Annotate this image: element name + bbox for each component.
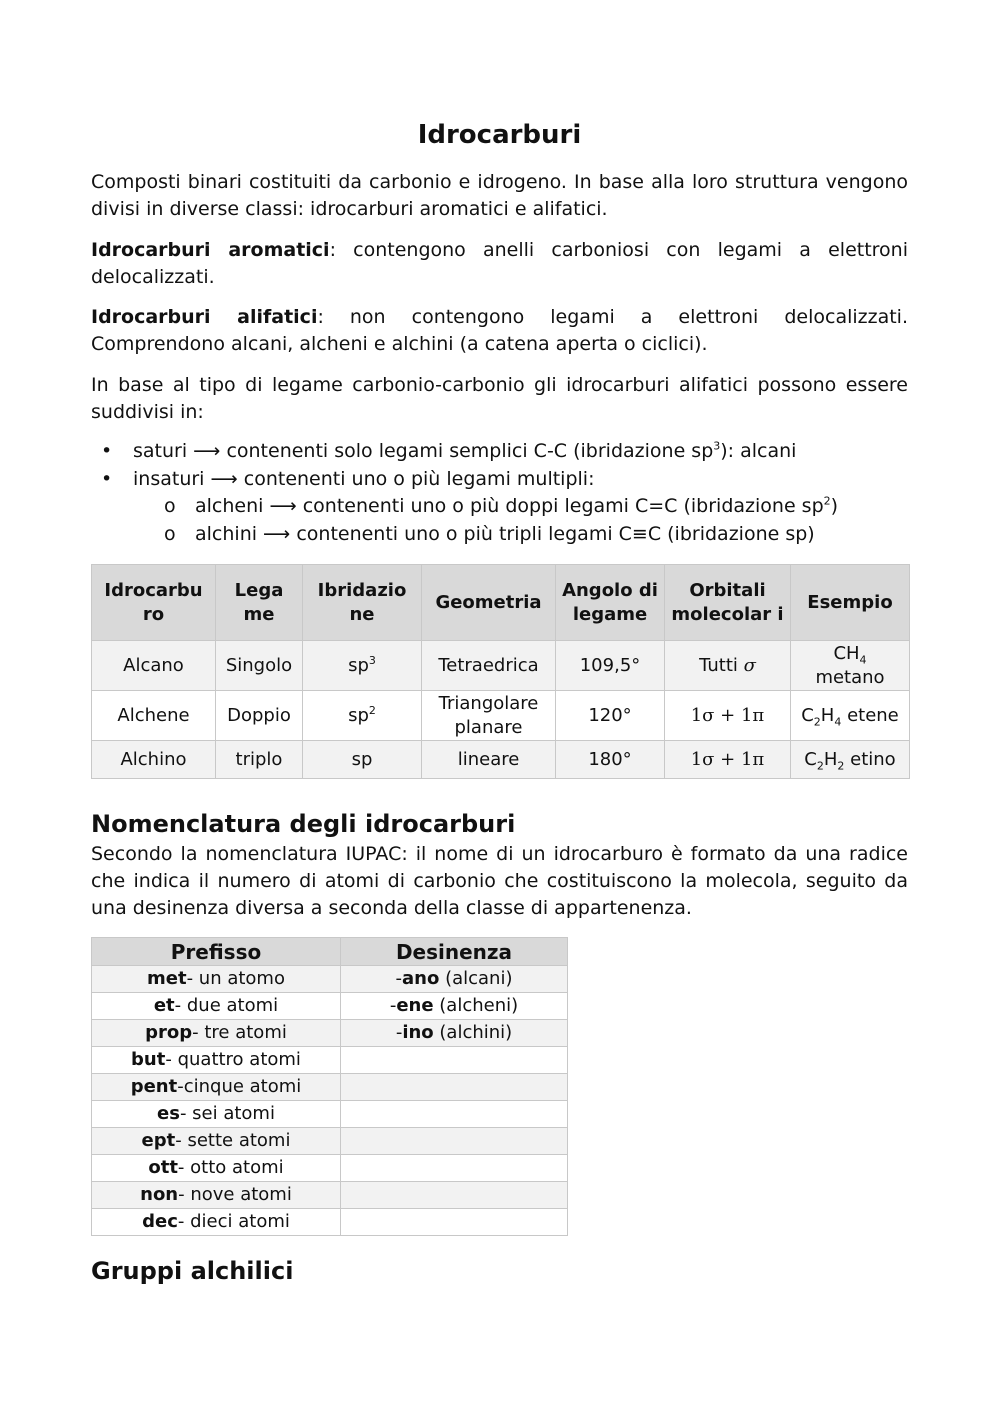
cell-text: - xyxy=(389,995,397,1016)
table-cell xyxy=(303,691,422,741)
table-cell: 1σ + 1π xyxy=(665,741,791,779)
table-cell xyxy=(341,1101,568,1128)
table-row xyxy=(92,1182,568,1209)
cell-text: - nove atomi xyxy=(178,1184,292,1205)
prefix-bold: et xyxy=(153,995,175,1016)
cell-text: - un atomo xyxy=(186,968,285,989)
table-cell: Alchino xyxy=(92,741,216,779)
table-header: Ibridazio ne xyxy=(303,565,422,641)
table-row xyxy=(92,1209,568,1236)
cell-text: - otto atomi xyxy=(177,1157,284,1178)
table-cell xyxy=(341,1209,568,1236)
table-cell xyxy=(92,1155,341,1182)
prefix-bold: prop xyxy=(145,1022,193,1043)
cell-text: metano xyxy=(815,666,885,688)
table-row xyxy=(92,1047,568,1074)
suffix-bold: ino xyxy=(402,1022,434,1043)
sub-bullet-icon: o xyxy=(164,495,176,517)
table-cell xyxy=(791,741,910,779)
cell-text: C xyxy=(801,704,814,726)
table-cell xyxy=(341,993,568,1020)
cell-text: H xyxy=(823,748,838,770)
cell-text: (alcheni) xyxy=(433,995,519,1016)
table-row xyxy=(92,993,568,1020)
table-cell: Triangolare planare xyxy=(422,691,556,741)
table-cell: 180° xyxy=(556,741,665,779)
list-item xyxy=(91,438,838,466)
aliphatic-paragraph xyxy=(91,304,908,358)
table-header: Esempio xyxy=(791,565,910,641)
table-header: Angolo di legame xyxy=(556,565,665,641)
prefix-bold: dec xyxy=(142,1211,178,1232)
list-item-text: saturi ⟶ contenenti solo legami semplici C-C (ibridazione sp xyxy=(133,440,714,462)
cell-text: - tre atomi xyxy=(192,1022,287,1043)
sub-list-item xyxy=(91,493,838,521)
section-heading-nomenclature: Nomenclatura degli idrocarburi xyxy=(91,810,516,838)
table-row xyxy=(92,1020,568,1047)
prefix-bold: non xyxy=(140,1184,179,1205)
superscript: 2 xyxy=(368,703,376,717)
table-header-row xyxy=(92,565,910,641)
cell-text: - sei atomi xyxy=(179,1103,275,1124)
table-cell: Doppio xyxy=(216,691,303,741)
table-row xyxy=(92,741,910,779)
table-cell: triplo xyxy=(216,741,303,779)
table-cell: lineare xyxy=(422,741,556,779)
table-cell xyxy=(791,641,910,691)
table-header: Lega me xyxy=(216,565,303,641)
superscript: 3 xyxy=(368,653,376,667)
bullet-list xyxy=(91,438,838,548)
cell-text: CH xyxy=(833,642,860,664)
cell-text: (alcani) xyxy=(439,968,513,989)
prefix-suffix-table xyxy=(91,937,568,1236)
sub-bullet-icon: o xyxy=(164,522,176,545)
cell-text: C xyxy=(804,748,817,770)
table-cell xyxy=(92,1047,341,1074)
table-header: Desinenza xyxy=(341,938,568,966)
cell-text: - sette atomi xyxy=(175,1130,291,1151)
table-cell xyxy=(92,993,341,1020)
aromatic-definition: : contengono anelli carboniosi con legami a elettroni delocalizzati. xyxy=(91,239,908,288)
prefix-bold: ott xyxy=(148,1157,178,1178)
cell-text: - due atomi xyxy=(174,995,279,1016)
table-header: Idrocarbu ro xyxy=(92,565,216,641)
cell-text: H xyxy=(820,704,835,726)
table-cell xyxy=(303,641,422,691)
list-item-text: alcheni ⟶ contenenti uno o più doppi legami C=C (ibridazione sp xyxy=(195,495,824,517)
table-row xyxy=(92,966,568,993)
cell-text: sp xyxy=(348,704,369,726)
table-row xyxy=(92,1155,568,1182)
aromatic-term: Idrocarburi aromatici xyxy=(91,239,330,261)
cell-text: - xyxy=(395,968,403,989)
list-item-text: insaturi ⟶ contenenti uno o più legami multipli: xyxy=(133,467,595,490)
table-cell xyxy=(341,1182,568,1209)
table-cell xyxy=(92,1128,341,1155)
page-title: Idrocarburi xyxy=(417,120,582,150)
superscript: 3 xyxy=(713,439,721,453)
cell-text: - xyxy=(395,1022,403,1043)
table-cell: Singolo xyxy=(216,641,303,691)
superscript: 2 xyxy=(823,494,831,508)
table-header: Geometria xyxy=(422,565,556,641)
table-cell: 1σ + 1π xyxy=(665,691,791,741)
cell-text: etino xyxy=(844,748,896,770)
table-cell xyxy=(92,1209,341,1236)
section-heading-alkyl-groups: Gruppi alchilici xyxy=(91,1257,294,1285)
prefix-bold: met xyxy=(147,968,187,989)
prefix-bold: es xyxy=(157,1103,180,1124)
suffix-bold: ene xyxy=(396,995,434,1016)
aliphatic-term: Idrocarburi alifatici xyxy=(91,306,318,328)
table-cell xyxy=(92,1101,341,1128)
table-cell: 120° xyxy=(556,691,665,741)
aromatic-paragraph xyxy=(91,237,908,291)
table-cell xyxy=(341,1047,568,1074)
nomenclature-paragraph: Secondo la nomenclatura IUPAC: il nome di un idrocarburo è formato da una radice che indica il numero di atomi di carbonio che costituiscono la molecola, seguito da una desinenza diversa a seconda della classe di appartenenza. xyxy=(91,843,908,919)
classification-paragraph: In base al tipo di legame carbonio-carbonio gli idrocarburi alifatici possono essere suddivisi in: xyxy=(91,374,908,423)
aliphatic-definition: : non contengono legami a elettroni delocalizzati. Comprendono alcani, alcheni e alchini (a catena aperta o ciclici). xyxy=(91,306,908,355)
subscript: 2 xyxy=(816,759,824,773)
table-cell: Alchene xyxy=(92,691,216,741)
cell-text: -cinque atomi xyxy=(177,1076,302,1097)
subscript: 2 xyxy=(813,715,821,729)
list-item-text: ) xyxy=(830,495,839,517)
table-cell: 109,5° xyxy=(556,641,665,691)
list-item-text: alchini ⟶ contenenti uno o più tripli legami C≡C (ibridazione sp) xyxy=(195,522,815,545)
list-item xyxy=(91,466,838,494)
prefix-bold: ept xyxy=(141,1130,176,1151)
list-item-text: ): alcani xyxy=(720,440,797,462)
table-row xyxy=(92,691,910,741)
intro-paragraph: Composti binari costituiti da carbonio e idrogeno. In base alla loro struttura vengono divisi in diverse classi: idrocarburi aromatici e alifatici. xyxy=(91,171,908,220)
table-cell xyxy=(341,1074,568,1101)
table-cell xyxy=(341,966,568,993)
table-cell xyxy=(92,1182,341,1209)
table-cell: Alcano xyxy=(92,641,216,691)
table-cell xyxy=(341,1155,568,1182)
subscript: 4 xyxy=(834,715,842,729)
hydrocarbon-table xyxy=(91,564,910,779)
prefix-bold: but xyxy=(131,1049,166,1070)
table-header-row xyxy=(92,938,568,966)
table-cell xyxy=(92,1020,341,1047)
sigma-symbol: σ xyxy=(743,654,756,676)
table-cell xyxy=(341,1020,568,1047)
cell-text: etene xyxy=(841,704,899,726)
cell-text: (alchini) xyxy=(433,1022,513,1043)
table-row xyxy=(92,1074,568,1101)
table-row xyxy=(92,1128,568,1155)
bullet-icon: • xyxy=(101,467,113,490)
table-cell xyxy=(92,1074,341,1101)
table-cell xyxy=(92,966,341,993)
bullet-icon: • xyxy=(101,440,113,462)
table-cell xyxy=(341,1128,568,1155)
cell-text: sp xyxy=(348,654,369,676)
cell-text: Tutti xyxy=(699,654,744,676)
subscript: 2 xyxy=(837,759,845,773)
subscript: 4 xyxy=(859,653,867,667)
prefix-bold: pent xyxy=(130,1076,178,1097)
table-cell: Tetraedrica xyxy=(422,641,556,691)
cell-text: - quattro atomi xyxy=(165,1049,301,1070)
table-header: Prefisso xyxy=(92,938,341,966)
sub-list-item xyxy=(91,521,838,549)
table-cell xyxy=(665,641,791,691)
table-cell: sp xyxy=(303,741,422,779)
cell-text: - dieci atomi xyxy=(177,1211,290,1232)
table-row xyxy=(92,641,910,691)
table-header: Orbitali molecolar i xyxy=(665,565,791,641)
table-cell xyxy=(791,691,910,741)
table-row xyxy=(92,1101,568,1128)
suffix-bold: ano xyxy=(402,968,440,989)
